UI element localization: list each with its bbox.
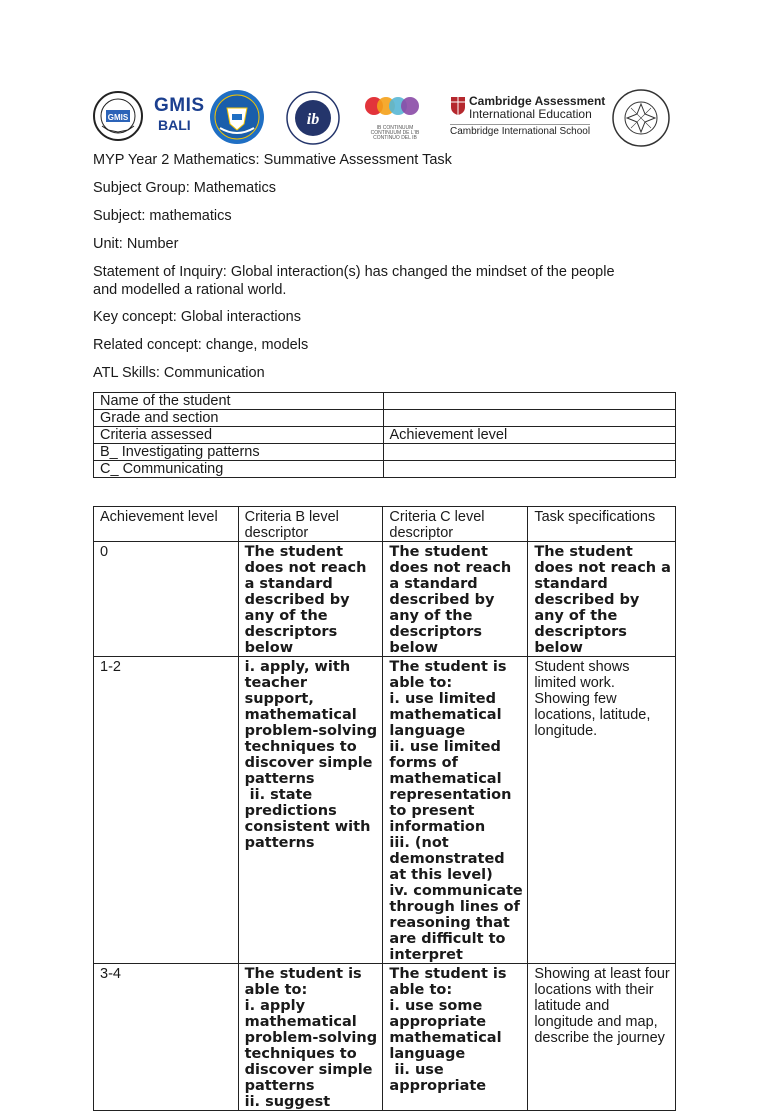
descriptor-line: The student does not reach a standard described by any of the descriptors below xyxy=(389,544,512,656)
table-row xyxy=(94,410,676,427)
descriptor-line: iv. communicate through lines of reasoning that are difficult to interpret xyxy=(389,883,523,963)
level-cell: 1-2 xyxy=(94,657,239,964)
subject-group: Subject Group: Mathematics xyxy=(93,180,276,196)
table-header-row xyxy=(94,507,676,542)
table-cell: Grade and section xyxy=(94,410,384,427)
logo-strip xyxy=(88,86,688,150)
ib-continuum-line-1: IB CONTINUUM xyxy=(376,125,414,131)
column-header: Criteria B level descriptor xyxy=(238,507,383,542)
ib-continuum-line-3: CONTINUO DEL IB xyxy=(373,135,417,141)
descriptor-line: The student is able to: xyxy=(389,966,507,998)
table-cell: Achievement level xyxy=(383,427,675,444)
gmis-logo-text: GMIS xyxy=(154,95,205,116)
table-row xyxy=(94,461,676,478)
subject: Subject: mathematics xyxy=(93,208,232,224)
column-header: Task specifications xyxy=(528,507,676,542)
criteria-c-cell xyxy=(383,964,528,1111)
unit: Unit: Number xyxy=(93,236,179,252)
descriptor-line: ii. use limited forms of mathematical representation to present information xyxy=(389,739,512,835)
descriptor-line: iii. (not demonstrated at this level) xyxy=(389,835,505,883)
cambridge-line-1: Cambridge Assessment xyxy=(469,94,606,108)
table-row xyxy=(94,964,676,1111)
svg-text:ib: ib xyxy=(306,111,320,128)
student-name-field[interactable] xyxy=(383,393,675,410)
table-cell: Name of the student xyxy=(94,393,384,410)
gmis-bali-text: BALI xyxy=(158,117,191,133)
criteria-c-level-field[interactable] xyxy=(383,461,675,478)
descriptor-line: Showing at least four locations with their latitude and longitude and map, describe the journey xyxy=(534,966,670,1046)
descriptor-line: Student shows limited work. Showing few locations, latitude, longitude. xyxy=(534,659,651,739)
table-cell: Criteria assessed xyxy=(94,427,384,444)
atl-skills: ATL Skills: Communication xyxy=(93,365,265,381)
cambridge-school-text: Cambridge International School xyxy=(450,126,591,137)
related-concept: Related concept: change, models xyxy=(93,337,309,353)
cambridge-title xyxy=(469,95,605,121)
student-info-table xyxy=(93,392,676,478)
ib-continuum-caption xyxy=(364,126,426,141)
criteria-b-cell xyxy=(238,964,383,1111)
table-cell: B_ Investigating patterns xyxy=(94,444,384,461)
table-row xyxy=(94,542,676,657)
table-row xyxy=(94,444,676,461)
table-row xyxy=(94,393,676,410)
inquiry-line-2: and modelled a rational world. xyxy=(93,282,287,298)
criteria-c-cell xyxy=(383,542,528,657)
descriptor-line: ii. state predictions consistent with patterns xyxy=(244,787,376,851)
task-spec-cell xyxy=(528,657,676,964)
level-cell: 3-4 xyxy=(94,964,239,1111)
descriptor-line: ii. suggest xyxy=(244,1094,331,1110)
secondary-education-seal-logo xyxy=(611,88,671,153)
criteria-b-cell xyxy=(238,657,383,964)
table-row xyxy=(94,657,676,964)
school-crest-logo xyxy=(92,90,144,147)
rubric-table xyxy=(93,506,676,1111)
descriptor-line: The student does not reach a standard described by any of the descriptors below xyxy=(534,544,671,656)
table-cell: C_ Communicating xyxy=(94,461,384,478)
descriptor-line: ii. use appropriate xyxy=(389,1062,487,1094)
descriptor-line: i. apply mathematical problem-solving techniques to discover simple patterns xyxy=(244,998,378,1094)
task-spec-cell xyxy=(528,542,676,657)
key-concept: Key concept: Global interactions xyxy=(93,309,301,325)
descriptor-line: i. use limited mathematical language xyxy=(389,691,502,739)
table-row xyxy=(94,427,676,444)
grade-section-field[interactable] xyxy=(383,410,675,427)
cambridge-line-2: International Education xyxy=(469,107,592,121)
tut-wuri-handayani-logo xyxy=(208,88,266,151)
cambridge-shield-icon xyxy=(450,96,466,121)
descriptor-line: The student is able to: xyxy=(389,659,507,691)
column-header: Criteria C level descriptor xyxy=(383,507,528,542)
svg-text:GMIS: GMIS xyxy=(107,113,129,122)
criteria-b-level-field[interactable] xyxy=(383,444,675,461)
descriptor-line: i. apply, with teacher support, mathematical problem-solving techniques to discover simple patterns xyxy=(244,659,378,787)
level-cell: 0 xyxy=(94,542,239,657)
column-header: Achievement level xyxy=(94,507,239,542)
descriptor-line: The student is able to: xyxy=(244,966,362,998)
task-spec-cell xyxy=(528,964,676,1111)
inquiry-line-1: Statement of Inquiry: Global interaction(s) has changed the mindset of the people xyxy=(93,264,615,280)
criteria-b-cell xyxy=(238,542,383,657)
page-title: MYP Year 2 Mathematics: Summative Assessment Task xyxy=(93,152,452,168)
descriptor-line: i. use some appropriate mathematical language xyxy=(389,998,502,1062)
ib-continuum-line-2: CONTINUUM DE L'IB xyxy=(370,130,420,136)
descriptor-line: The student does not reach a standard described by any of the descriptors below xyxy=(244,544,367,656)
ib-continuum-logo xyxy=(364,90,428,129)
statement-of-inquiry xyxy=(93,263,673,299)
ib-world-school-logo xyxy=(285,90,341,151)
criteria-c-cell xyxy=(383,657,528,964)
